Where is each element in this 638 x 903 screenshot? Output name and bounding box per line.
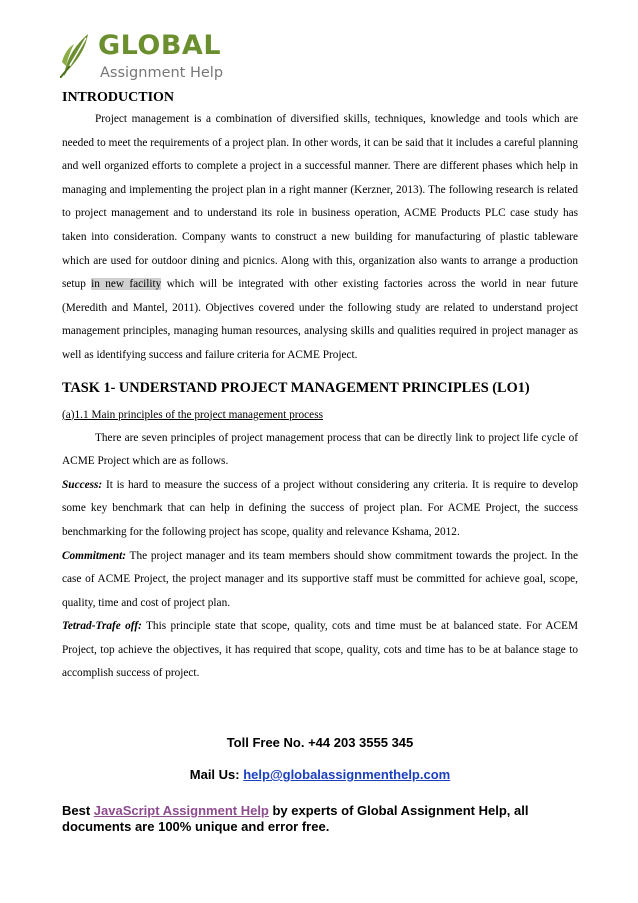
global-assignment-help-logo bbox=[60, 28, 240, 86]
highlighted-phrase: in new facility bbox=[91, 278, 162, 291]
section-subheading: (a)1.1 Main principles of the project management process bbox=[62, 408, 323, 421]
mail-line bbox=[62, 765, 578, 785]
introduction-heading: INTRODUCTION bbox=[62, 90, 175, 105]
promo-prefix: Best bbox=[62, 803, 94, 818]
success-principle bbox=[62, 474, 578, 545]
principles-intro-paragraph: There are seven principles of project management process that can be directly link to project life cycle of ACME Project which are as follows. bbox=[62, 431, 578, 468]
logo-title: GLOBAL bbox=[98, 30, 222, 61]
quill-leaf-icon bbox=[60, 32, 92, 78]
toll-free-number: Toll Free No. +44 203 3555 345 bbox=[226, 735, 414, 750]
commitment-text: The project manager and its team members should show commitment towards the project. In the case of ACME Project, the project manager and its supportive staff must be committed for achieve goal, scope, quality, time and cost of project plan. bbox=[62, 549, 578, 609]
document-body bbox=[62, 88, 578, 686]
javascript-assignment-help-link[interactable]: JavaScript Assignment Help bbox=[93, 803, 269, 818]
introduction-paragraph bbox=[62, 108, 578, 368]
commitment-term: Commitment: bbox=[62, 549, 127, 562]
intro-text-part-2: which will be integrated with other existing factories across the world in near future (Meredith and Mantel, 2011). Objectives covered under the following study are related to understand project management principles, managing human resources, analysing skills and qualities required in project manager as well as identifying success and failure criteria for ACME Project. bbox=[62, 278, 579, 361]
success-term: Success: bbox=[62, 478, 103, 491]
mail-label: Mail Us: bbox=[189, 767, 244, 782]
commitment-principle bbox=[62, 545, 578, 616]
promo-suffix: by experts of Global Assignment Help, all documents are 100% unique and error free. bbox=[62, 803, 529, 834]
page-footer bbox=[62, 733, 578, 835]
intro-text-part-1: Project management is a combination of diversified skills, techniques, knowledge and tools which are needed to meet the requirements of a project plan. In other words, it can be said that it includes a careful planning and well organized efforts to complete a project in a successful manner. There are different phases which help in managing and implementing the project plan in a right manner (Kerzner, 2013). The following research is related to project management and to understand its role in business operation, ACME Products PLC case study has taken into consideration. Company wants to construct a new building for manufacturing of plastic tableware which are used for outdoor dining and picnics. Along with this, organization also wants to arrange a production setup bbox=[62, 113, 578, 291]
tetrad-text: This principle state that scope, quality, cots and time must be at balanced state. For ACEM Project, top achieve the objectives, it has required that scope, quality, cots and time has to be at balance stage to accomplish success of project. bbox=[62, 620, 579, 680]
promo-line bbox=[62, 803, 578, 835]
task-1-heading: TASK 1- UNDERSTAND PROJECT MANAGEMENT PRINCIPLES (LO1) bbox=[62, 379, 530, 396]
tetrad-term: Tetrad-Trafe off: bbox=[62, 620, 142, 633]
email-link[interactable]: help@globalassignmenthelp.com bbox=[243, 767, 451, 782]
logo-subtitle: Assignment Help bbox=[100, 65, 224, 81]
tetrad-tradeoff-principle bbox=[62, 615, 578, 686]
success-text: It is hard to measure the success of a project without considering any criteria. It is require to develop some key benchmark that can help in defining the success of project plan. For ACME Project, the success benchmarking for the following project has scope, quality and relevance Kshama, 2012. bbox=[62, 478, 578, 538]
